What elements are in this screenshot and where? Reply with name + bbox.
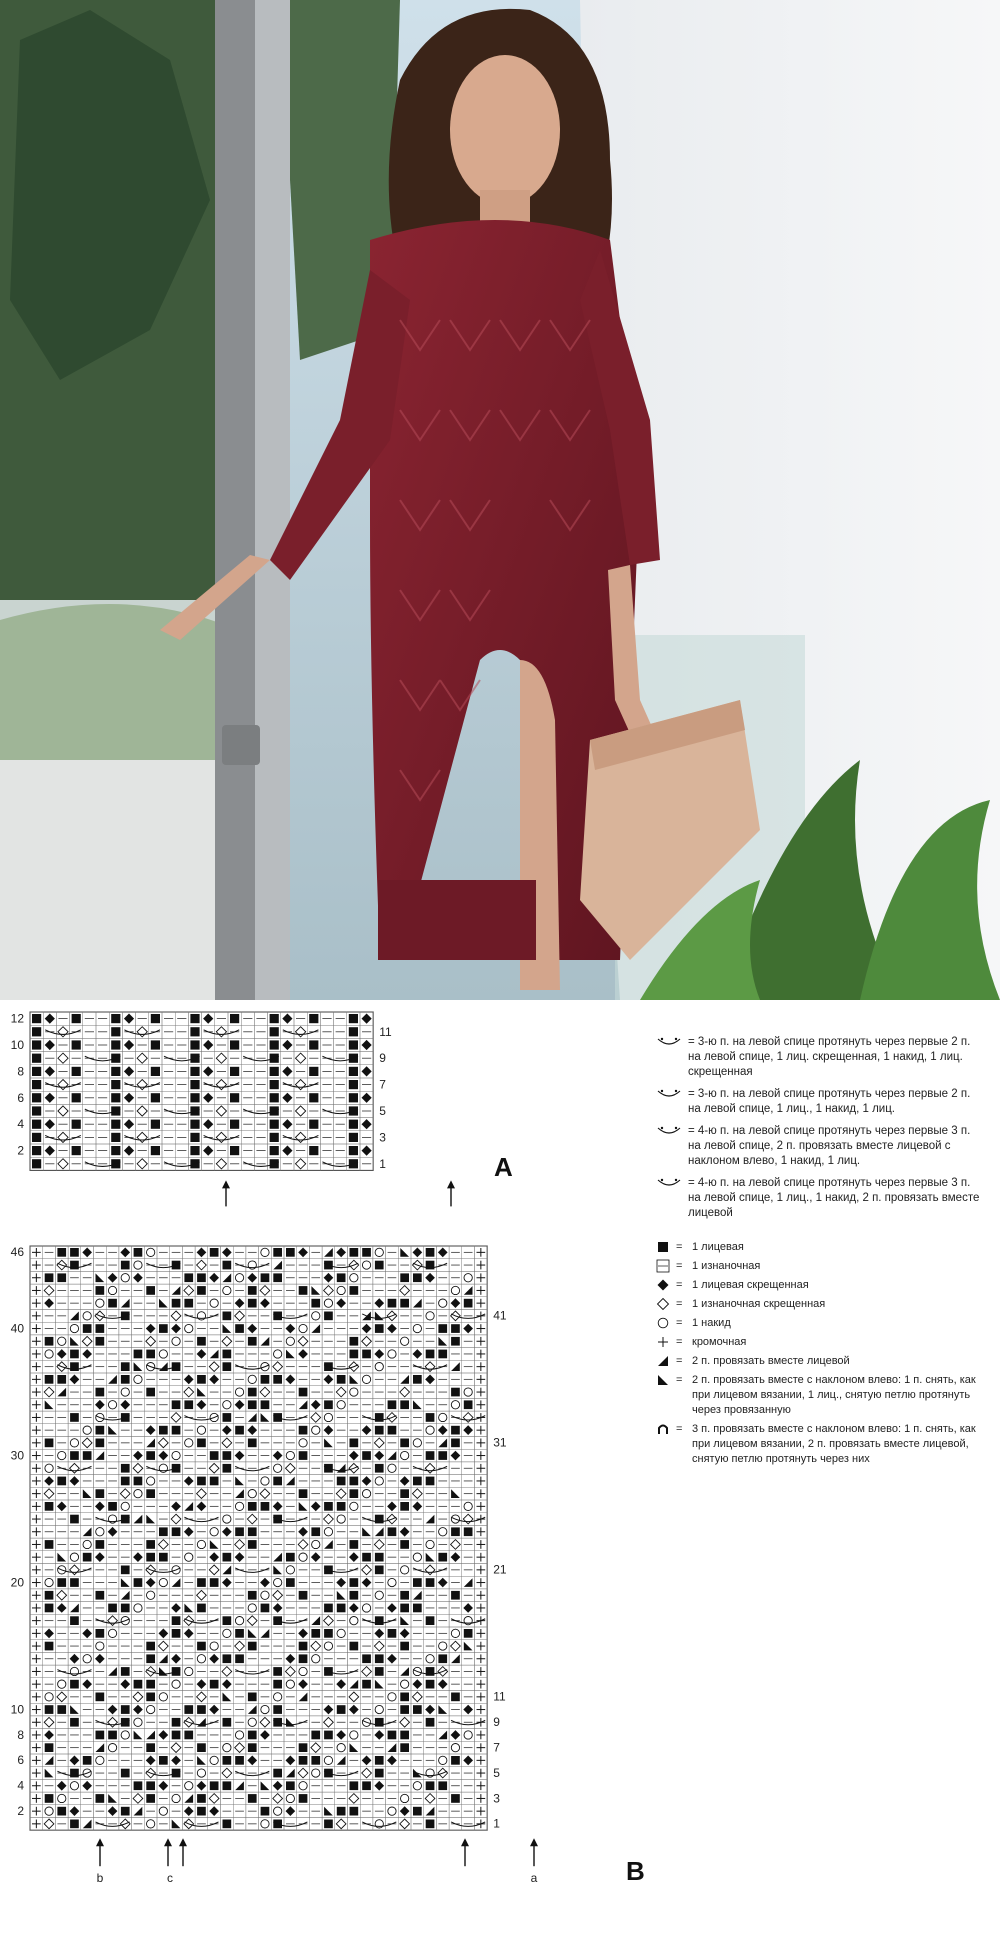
cable-legend-text: = 3-ю п. на левой спице протянуть через первые 2 п. на левой спице, 1 лиц. скрещенная, 1 накид, 1 лиц. скрещенная [688, 1036, 971, 1078]
chart-b-cells [30, 1246, 487, 1830]
stitch-legend-text: 1 изнаночная скрещенная [692, 1298, 826, 1310]
chart-a-row-number: 11 [379, 1024, 392, 1039]
chart-b-row-number: 31 [493, 1435, 507, 1450]
chart-a-row-number: 4 [17, 1117, 24, 1132]
chart-b-label: B [626, 1856, 645, 1886]
chart-b-row-number: 4 [17, 1778, 24, 1793]
stitch-legend-item [656, 1278, 986, 1293]
knit-icon [656, 1240, 670, 1254]
stitch-legend-item [656, 1316, 986, 1331]
chart-b-row-number: 10 [10, 1702, 24, 1717]
chart-a-arrow [447, 1180, 455, 1206]
chart-b-row-number: 3 [493, 1791, 500, 1806]
stitch-legend-item [656, 1297, 986, 1312]
cable-legend [656, 1035, 986, 1228]
stitch-legend-item [656, 1373, 986, 1418]
chart-a-row-number: 12 [10, 1011, 24, 1026]
chart-b-row-number: 11 [493, 1689, 506, 1704]
cable-legend-text: = 4-ю п. на левой спице протянуть через первые 3 п. на левой спице, 2 п. провязать вместе лицевой с наклоном влево, 1 накид, 1 лиц. [688, 1125, 971, 1167]
stitch-legend-text: 1 накид [692, 1317, 731, 1329]
ssk-icon [656, 1373, 670, 1387]
chart-b-arrow-letter: b [96, 1871, 104, 1886]
chart-b-arrow-letter: c [167, 1871, 173, 1886]
chart-b-arrow [530, 1838, 538, 1866]
chart-b-row-number: 7 [493, 1740, 500, 1755]
edge-stitch-icon [656, 1335, 670, 1349]
chart-b-arrow [461, 1838, 469, 1866]
chart-b-arrow [179, 1838, 187, 1866]
chart-a-cells [30, 1012, 373, 1170]
chart-b-arrow [96, 1838, 104, 1866]
cable-legend-item [656, 1124, 986, 1169]
chart-a-row-number: 2 [17, 1143, 24, 1158]
chart-b-arrow [164, 1838, 172, 1866]
cable-legend-text: = 3-ю п. на левой спице протянуть через первые 2 п. на левой спице, 1 лиц., 1 накид, 1 лиц. [688, 1088, 971, 1115]
cable-legend-text: = 4-ю п. на левой спице протянуть через первые 3 п. на левой спице, 1 лиц., 1 накид, 2 п. провязать вместе лицевой [688, 1177, 980, 1219]
chart-a [0, 1000, 480, 1220]
purl-twisted-icon [656, 1297, 670, 1311]
chart-a-arrow [222, 1180, 230, 1206]
stitch-legend-item [656, 1335, 986, 1350]
chart-a-label: A [494, 1152, 513, 1182]
chart-b-row-number: 6 [17, 1753, 24, 1768]
equals-sign: = [676, 1336, 683, 1348]
chart-b-row-number: 1 [493, 1816, 500, 1831]
chart-b [0, 1240, 640, 1945]
cable-cross-icon [656, 1124, 682, 1138]
equals-sign: = [676, 1298, 683, 1310]
stitch-legend-item [656, 1259, 986, 1274]
cable-legend-item [656, 1087, 986, 1117]
chart-b-row-number: 41 [493, 1308, 507, 1323]
purl-icon [656, 1259, 670, 1273]
sk2p-icon [656, 1422, 670, 1436]
cable-cross-icon [656, 1035, 682, 1049]
stitch-legend-text: кромочная [692, 1336, 747, 1348]
chart-a-row-number: 9 [379, 1051, 386, 1066]
chart-b-arrow-letter: a [530, 1871, 538, 1886]
chart-a-row-number: 10 [10, 1037, 24, 1052]
stitch-legend-text: 1 лицевая скрещенная [692, 1279, 809, 1291]
chart-b-row-number: 2 [17, 1803, 24, 1818]
chart-a-row-number: 6 [17, 1090, 24, 1105]
stitch-legend-item [656, 1354, 986, 1369]
stitch-legend-text: 2 п. провязать вместе лицевой [692, 1355, 850, 1367]
yarn-over-icon [656, 1316, 670, 1330]
chart-b-row-number: 40 [10, 1321, 24, 1336]
chart-b-row-number: 8 [17, 1727, 24, 1742]
equals-sign: = [676, 1374, 683, 1386]
equals-sign: = [676, 1260, 683, 1272]
chart-a-row-number: 3 [379, 1130, 386, 1145]
chart-b-row-number: 20 [10, 1575, 24, 1590]
chart-a-row-number: 5 [379, 1103, 386, 1118]
equals-sign: = [676, 1241, 683, 1253]
cable-legend-item [656, 1035, 986, 1080]
chart-b-row-number: 9 [493, 1715, 500, 1730]
chart-b-row-number: 30 [10, 1448, 24, 1463]
stitch-legend [656, 1240, 986, 1471]
stitch-legend-text: 2 п. провязать вместе с наклоном влево: 1 п. снять, как при лицевом вязании, 1 лиц., снятую петлю протянуть через провязанную [692, 1374, 976, 1416]
equals-sign: = [676, 1355, 683, 1367]
chart-a-row-number: 7 [379, 1077, 386, 1092]
equals-sign: = [676, 1279, 683, 1291]
stitch-legend-item [656, 1422, 986, 1467]
stitch-legend-text: 3 п. провязать вместе с наклоном влево: 1 п. снять, как при лицевом вязании, 2 п. провязать вместе лицевой, снятую петлю протянуть через них [692, 1423, 976, 1465]
chart-a-row-number: 8 [17, 1064, 24, 1079]
chart-a-row-number: 1 [379, 1156, 386, 1171]
cable-cross-icon [656, 1176, 682, 1190]
chart-b-row-number: 46 [10, 1245, 24, 1260]
stitch-legend-item [656, 1240, 986, 1255]
chart-b-row-number: 5 [493, 1765, 500, 1780]
k2tog-icon [656, 1354, 670, 1368]
chart-b-row-number: 21 [493, 1562, 507, 1577]
equals-sign: = [676, 1423, 683, 1435]
cable-cross-icon [656, 1087, 682, 1101]
equals-sign: = [676, 1317, 683, 1329]
stitch-legend-text: 1 изнаночная [692, 1260, 761, 1272]
knit-twisted-icon [656, 1278, 670, 1292]
cable-legend-item [656, 1176, 986, 1221]
stitch-legend-text: 1 лицевая [692, 1241, 744, 1253]
